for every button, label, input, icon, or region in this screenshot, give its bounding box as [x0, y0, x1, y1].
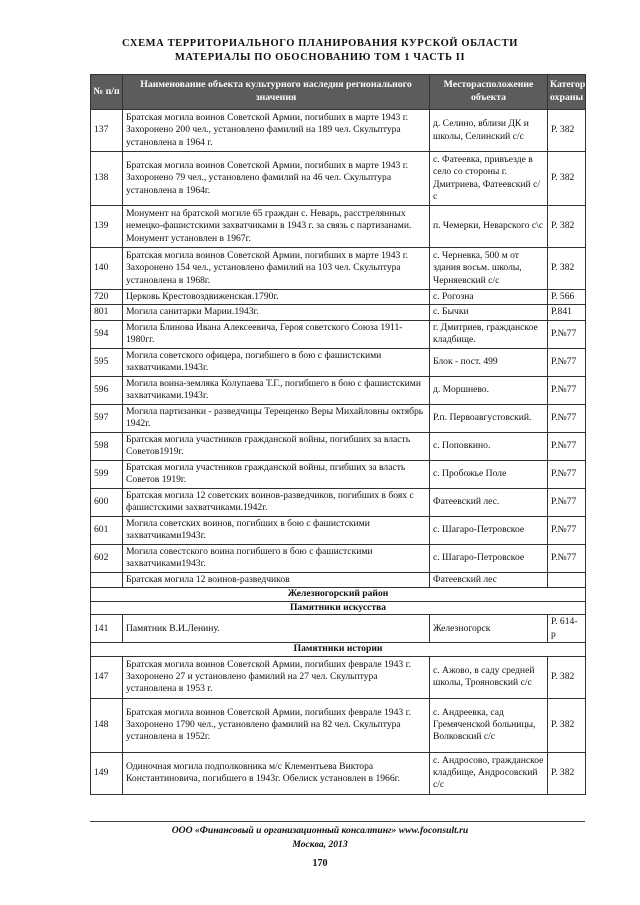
footer-divider — [90, 821, 585, 822]
subsection-header-art-label: Памятники искусства — [91, 601, 586, 614]
table-row — [91, 460, 586, 488]
cell-name: Братская могила воинов Советской Армии, погибших в марте 1943 г. Захоронено 154 чел., установлено фамилий на 103 чел. Скульптура установлена в 1968г. — [123, 248, 430, 290]
column-header-num: № п/п — [91, 75, 123, 110]
cell-location: с. Фатеевка, привъезде в село со стороны г. Дмитриева, Фатеевский с/с — [430, 152, 548, 206]
cell-category: Р. 566 — [548, 290, 586, 305]
cell-category: Р.№77 — [548, 544, 586, 572]
cell-name: Братская могила участников гражданской войны, пгибших за власть Советов 1919г. — [123, 460, 430, 488]
table-header-row — [91, 75, 586, 110]
table-row — [91, 348, 586, 376]
cell-category: Р.№77 — [548, 460, 586, 488]
cell-num: 140 — [91, 248, 123, 290]
subsection-header-art — [91, 601, 586, 614]
table-row — [91, 110, 586, 152]
subsection-header-history-label: Памятники истории — [91, 643, 586, 656]
cell-category: Р. 382 — [548, 248, 586, 290]
table-row — [91, 404, 586, 432]
cell-location: Железногорск — [430, 615, 548, 643]
cell-num: 720 — [91, 290, 123, 305]
cell-num: 596 — [91, 376, 123, 404]
cell-category: Р. 382 — [548, 752, 586, 794]
cell-location: Фатеевский лес. — [430, 488, 548, 516]
cell-location: д. Селино, вблизи ДК и школы, Селинский с/с — [430, 110, 548, 152]
cell-num: 137 — [91, 110, 123, 152]
cell-name: Одиночная могила подполковника м/с Клементьева Виктора Константиновича, погибшего в 1943г. Обелиск установлен в 1966г. — [123, 752, 430, 794]
cell-location: Блок - пост. 499 — [430, 348, 548, 376]
footer-company: ООО «Финансовый и организационный консалтинг» www.foconsult.ru — [171, 825, 469, 836]
cell-category: Р.№77 — [548, 432, 586, 460]
cell-location: п. Чемерки, Неварского с\с — [430, 206, 548, 248]
cell-location: с. Поповкино. — [430, 432, 548, 460]
cell-num: 148 — [91, 698, 123, 752]
cell-name: Братская могила воинов Советской Армии, погибших феврале 1943 г. Захоронено 1790 чел., установлено фамилий на 82 чел. Скульптура установлена в 1952г. — [123, 698, 430, 752]
cell-category: Р.№77 — [548, 488, 586, 516]
cell-name: Могила воина-земляка Колупаева Т.Г., погибшего в бою с фашистскими захватчиками.1943г. — [123, 376, 430, 404]
cell-num: 602 — [91, 544, 123, 572]
cell-name: Могила совестского воина погибшего в бою с фашистскими захватчиками1943г. — [123, 544, 430, 572]
cell-location: Фатеевский лес — [430, 572, 548, 587]
cell-num — [91, 572, 123, 587]
table-row — [91, 432, 586, 460]
cell-location: с. Андреевка, сад Гремяченской больницы, Волковский с/с — [430, 698, 548, 752]
section-header-district — [91, 588, 586, 601]
cell-location: с. Рогозна — [430, 290, 548, 305]
cell-location: г. Дмитриев, гражданское кладбище. — [430, 320, 548, 348]
cell-name: Братская могила 12 советских воинов-разведчиков, погибших в боях с фашистскими захватчиками.1942г. — [123, 488, 430, 516]
cell-name: Монумент на братской могиле 65 граждан с. Неварь, расстрелянных немецко-фашистскими захватчиками в 1943 г. за связь с партизанами. Монумент установлен в 1967г. — [123, 206, 430, 248]
cell-num: 149 — [91, 752, 123, 794]
cell-location: с. Андросово, гражданское кладбище, Андросовский с/с — [430, 752, 548, 794]
heritage-objects-table — [90, 74, 597, 795]
cell-num: 147 — [91, 656, 123, 698]
cell-num: 601 — [91, 516, 123, 544]
cell-name: Могила Блинова Ивана Алексеевича, Героя советского Союза 1911-1980гг. — [123, 320, 430, 348]
column-header-location: Месторасположение объекта — [430, 75, 548, 110]
cell-category: Р. 382 — [548, 110, 586, 152]
table-row — [91, 305, 586, 320]
table-row — [91, 488, 586, 516]
cell-num: 801 — [91, 305, 123, 320]
cell-category: Р.841 — [548, 305, 586, 320]
subsection-header-history — [91, 643, 586, 656]
cell-num: 594 — [91, 320, 123, 348]
cell-name: Могила партизанки - разведчицы Терещенко Веры Михайловны октябрь 1942г. — [123, 404, 430, 432]
table-row — [91, 376, 586, 404]
table-row — [91, 152, 586, 206]
cell-name: Церковь Крестовоздвиженская.1790г. — [123, 290, 430, 305]
cell-location: с. Ажово, в саду средней школы, Трояновский с/с — [430, 656, 548, 698]
column-header-category: Категория охраны — [548, 75, 586, 110]
cell-category: Р. 382 — [548, 656, 586, 698]
cell-name: Братская могила воинов Советской Армии, погибших в марте 1943 г. Захоронено 79 чел., установлено фамилий на 46 чел. Скульптура установлена в 1964г. — [123, 152, 430, 206]
cell-category: Р.№77 — [548, 404, 586, 432]
cell-name: Братская могила воинов Советской Армии, погибших феврале 1943 г. Захоронено 27 и установлено фамилий на 27 чел. Скульптура установлена в 1953 г. — [123, 656, 430, 698]
cell-num: 597 — [91, 404, 123, 432]
table-row — [91, 516, 586, 544]
table-row — [91, 615, 586, 643]
cell-num: 139 — [91, 206, 123, 248]
cell-category: Р. 382 — [548, 206, 586, 248]
cell-num: 595 — [91, 348, 123, 376]
cell-location: Р.п. Первоавгустовский. — [430, 404, 548, 432]
cell-location: с. Пробожье Поле — [430, 460, 548, 488]
cell-num: 138 — [91, 152, 123, 206]
cell-name: Памятник В.И.Ленину. — [123, 615, 430, 643]
cell-category: Р. 614-р — [548, 615, 586, 643]
cell-location: с. Бычки — [430, 305, 548, 320]
cell-category — [548, 572, 586, 587]
table-row — [91, 572, 586, 587]
cell-num: 600 — [91, 488, 123, 516]
cell-location: с. Шагаро-Петровское — [430, 544, 548, 572]
cell-name: Могила санитарки Марии.1943г. — [123, 305, 430, 320]
cell-name: Братская могила воинов Советской Армии, погибших в марте 1943 г. Захоронено 200 чел., установлено фамилий на 189 чел. Скульптура установлена в 1964 г. — [123, 110, 430, 152]
cell-category: Р.№77 — [548, 516, 586, 544]
cell-num: 598 — [91, 432, 123, 460]
table-row — [91, 544, 586, 572]
cell-name: Братская могила 12 воинов-разведчиков — [123, 572, 430, 587]
document-title-line1: СХЕМА ТЕРРИТОРИАЛЬНОГО ПЛАНИРОВАНИЯ КУРСКОЙ ОБЛАСТИ — [121, 38, 519, 49]
table-row — [91, 248, 586, 290]
cell-location: с. Черневка, 500 м от здания восьм. школы, Черняевский с/с — [430, 248, 548, 290]
section-header-district-label: Железногорский район — [91, 588, 586, 601]
document-title-line2: МАТЕРИАЛЫ ПО ОБОСНОВАНИЮ ТОМ 1 ЧАСТЬ II — [174, 52, 466, 63]
cell-category: Р. 382 — [548, 698, 586, 752]
cell-num: 599 — [91, 460, 123, 488]
table-row — [91, 752, 586, 794]
column-header-name: Наименование объекта культурного наследия регионального значения — [123, 75, 430, 110]
table-row — [91, 320, 586, 348]
cell-name: Могила советского офицера, погибшего в бою с фашистскими захватчиками.1943г. — [123, 348, 430, 376]
table-row — [91, 656, 586, 698]
cell-location: д. Моршнево. — [430, 376, 548, 404]
cell-name: Братская могила участников гражданской войны, погибших за власть Советов1919г. — [123, 432, 430, 460]
cell-location: с. Шагаро-Петровское — [430, 516, 548, 544]
table-row — [91, 290, 586, 305]
cell-num: 141 — [91, 615, 123, 643]
table-row — [91, 206, 586, 248]
footer-city-year: Москва, 2013 — [292, 839, 348, 850]
cell-name: Могила советских воинов, погибших в бою с фашистскими захватчиками1943г. — [123, 516, 430, 544]
cell-category: Р.№77 — [548, 320, 586, 348]
cell-category: Р.№77 — [548, 376, 586, 404]
cell-category: Р. 382 — [548, 152, 586, 206]
page-number: 170 — [312, 858, 328, 869]
cell-category: Р.№77 — [548, 348, 586, 376]
table-row — [91, 698, 586, 752]
